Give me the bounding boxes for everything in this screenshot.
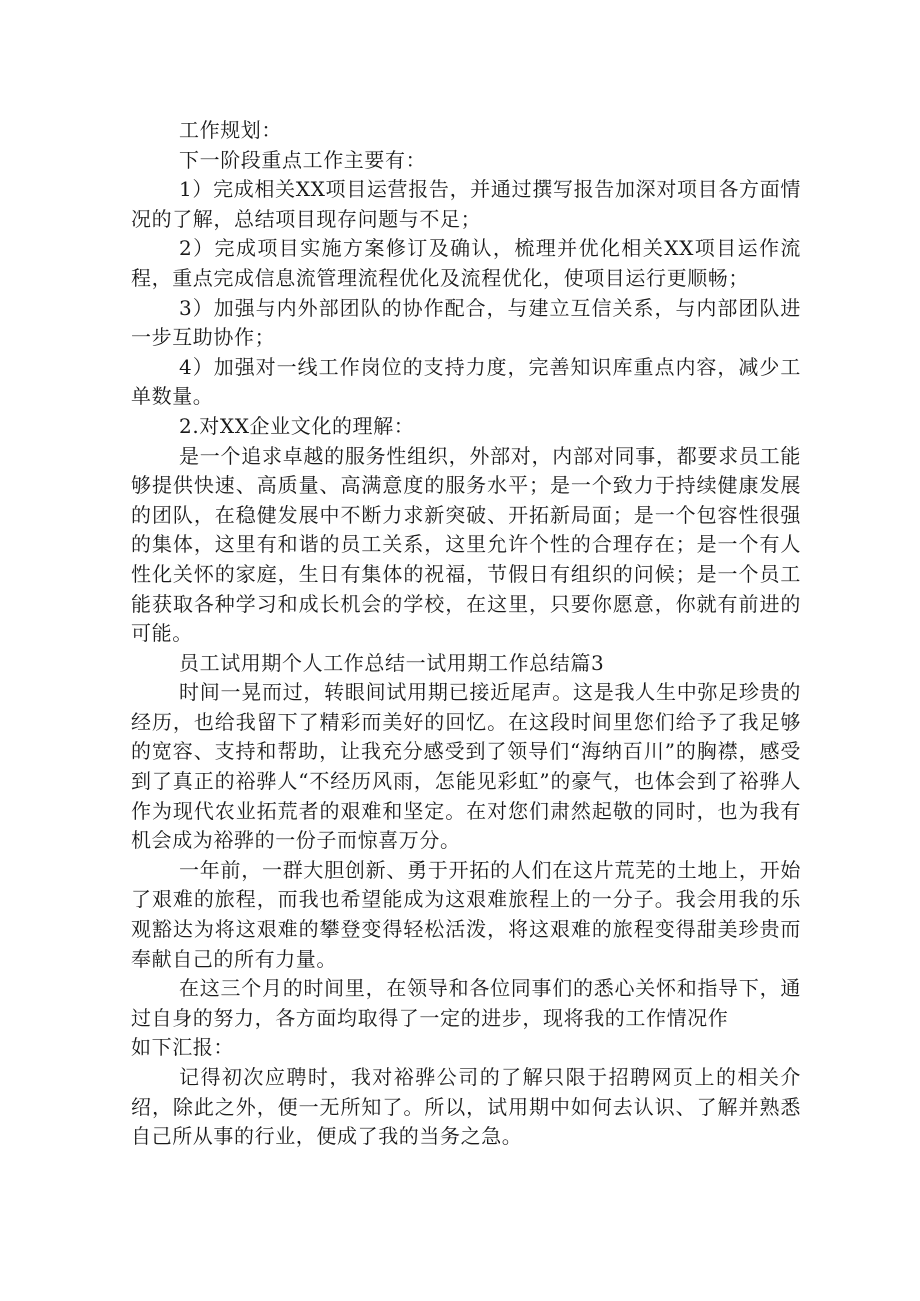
paragraph-year-ago: 一年前，一群大胆创新、勇于开拓的人们在这片荒芜的土地上，开始了艰难的旅程，而我也希望能成为这艰难旅程上的一分子。我会用我的乐观豁达为将这艰难的攀登变得轻松活泼，将这艰难的旅程变得甜美珍贵而奉献自己的所有力量。 xyxy=(131,857,801,971)
paragraph-culture: 是一个追求卓越的服务性组织，外部对，内部对同事，都要求员工能够提供快速、高质量、高满意度的服务水平；是一个致力于持续健康发展的团队，在稳健发展中不断力求新突破、开拓新局面；是一个包容性很强的集体，这里有和谐的员工关系，这里允许个性的合理存在；是一个有人性化关怀的家庭，生日有集体的祝福，节假日有组织的问候；是一个员工能获取各种学习和成长机会的学校，在这里，只要你愿意，你就有前进的可能。 xyxy=(131,443,801,646)
paragraph-first-interview: 记得初次应聘时，我对裕骅公司的了解只限于招聘网页上的相关介绍，除此之外，便一无所知了。所以，试用期中如何去认识、了解并熟悉自己所从事的行业，便成了我的当务之急。 xyxy=(131,1065,801,1149)
list-item-3: 3）加强与内外部团队的协作配合，与建立互信关系，与内部团队进一步互助协作； xyxy=(131,295,801,350)
document-body xyxy=(131,116,801,1152)
section-title: 员工试用期个人工作总结一试用期工作总结篇3 xyxy=(179,650,605,675)
heading-culture: 2.对XX企业文化的理解： xyxy=(179,413,415,438)
list-item-2: 2）完成项目实施方案修订及确认，梳理并优化相关XX项目运作流程，重点完成信息流管理流程优化及流程优化，使项目运行更顺畅； xyxy=(131,236,801,290)
list-item-4: 4）加强对一线工作岗位的支持力度，完善知识库重点内容，减少工单数量。 xyxy=(131,354,801,409)
list-item-1: 1）完成相关XX项目运营报告，并通过撰写报告加深对项目各方面情况的了解，总结项目现存问题与不足； xyxy=(131,177,801,231)
heading-work-plan: 工作规划： xyxy=(179,118,282,142)
paragraph-next-stage: 下一阶段重点工作主要有： xyxy=(179,147,427,172)
paragraph-three-months: 在这三个月的时间里，在领导和各位同事们的悉心关怀和指导下，通过自身的努力，各方面均取得了一定的进步，现将我的工作情况作 xyxy=(131,976,801,1030)
paragraph-report: 如下汇报： xyxy=(131,1035,234,1060)
paragraph-time: 时间一晃而过，转眼间试用期已接近尾声。这是我人生中弥足珍贵的经历，也给我留下了精彩而美好的回忆。在这段时间里您们给予了我足够的宽容、支持和帮助，让我充分感受到了领导们“海纳百川”的胸襟，感受到了真正的裕骅人“不经历风雨，怎能见彩虹”的豪气，也体会到了裕骅人作为现代农业拓荒者的艰难和坚定。在对您们肃然起敬的同时，也为我有机会成为裕骅的一份子而惊喜万分。 xyxy=(131,680,801,853)
